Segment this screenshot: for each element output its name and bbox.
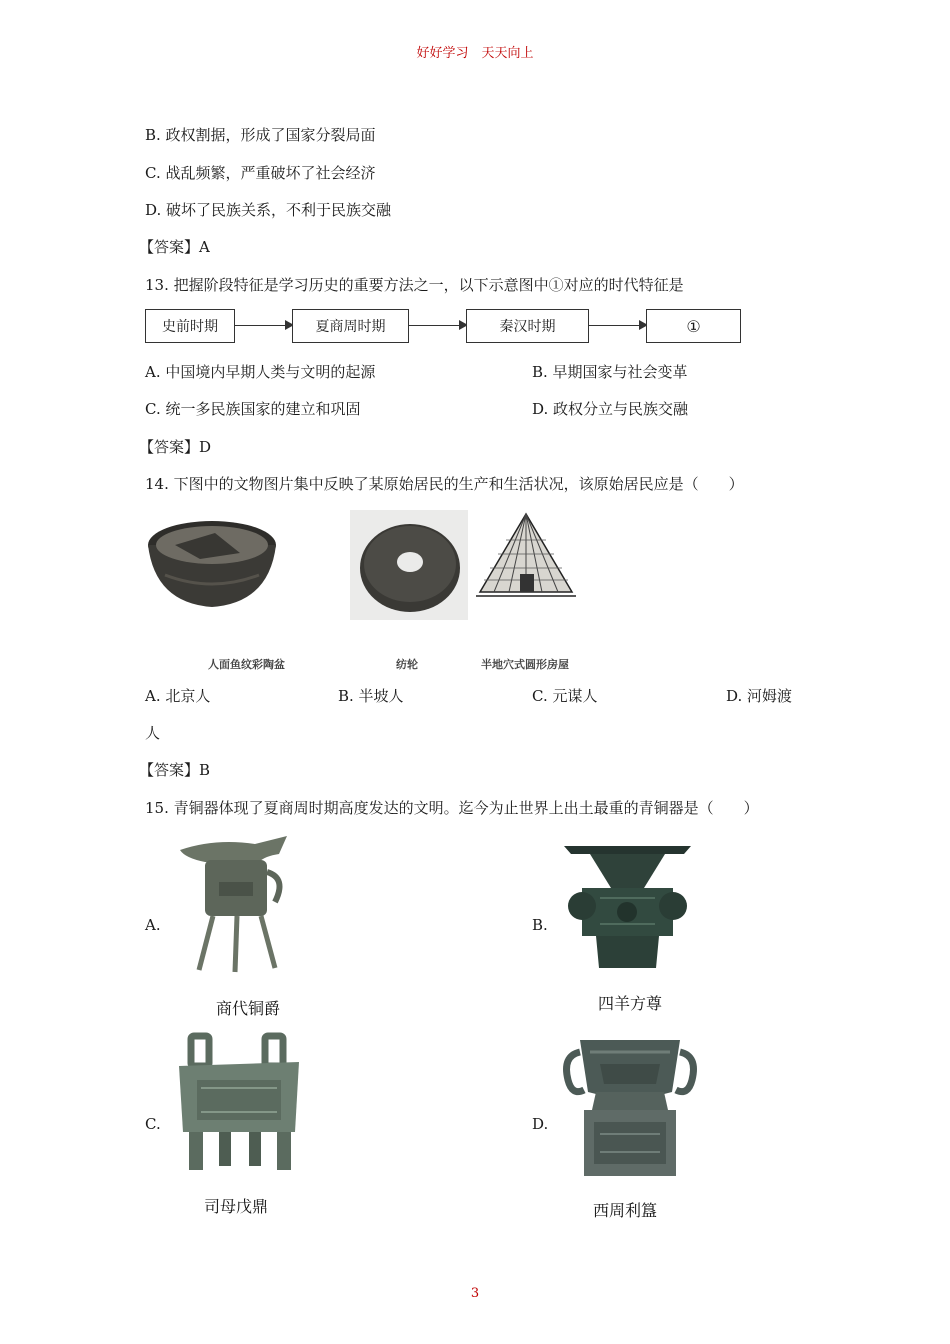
q12-option-b: B. 政权割据，形成了国家分裂局面 [145, 126, 376, 144]
q12-option-c: C. 战乱频繁，严重破坏了社会经济 [145, 164, 376, 182]
round-semi-subterranean-house-image [474, 510, 579, 620]
q15-label-d: D. [532, 1115, 549, 1133]
painted-pottery-basin-image [145, 515, 280, 610]
bronze-jue-image [175, 832, 305, 977]
q15-label-a: A. [145, 916, 161, 934]
flow-box-unknown: ① [646, 309, 741, 343]
q15-stem: 15. 青铜器体现了夏商周时期高度发达的文明。迄今为止世界上出土最重的青铜器是（ ） [145, 799, 759, 817]
page-header: 好好学习 天天向上 [416, 46, 534, 61]
q14-answer: 【答案】B [139, 761, 211, 779]
q13-option-d: D. 政权分立与民族交融 [532, 400, 689, 418]
q15-caption-a: 商代铜爵 [216, 999, 281, 1018]
q13-answer: 【答案】D [139, 438, 212, 456]
simuwu-ding-image [175, 1032, 305, 1177]
q15-caption-c: 司母戊鼎 [204, 1197, 269, 1216]
q14-stem: 14. 下图中的文物图片集中反映了某原始居民的生产和生活状况，该原始居民应是（ ） [145, 475, 744, 493]
q14-caption-whorl: 纺轮 [396, 658, 418, 671]
q15-caption-d: 西周利簋 [593, 1201, 658, 1220]
q14-caption-pottery: 人面鱼纹彩陶盆 [208, 658, 285, 671]
page-number: 3 [470, 1286, 480, 1301]
q15-label-c: C. [145, 1115, 161, 1133]
q14-option-d: D. 河姆渡 [726, 687, 793, 705]
q12-answer: 【答案】A [139, 238, 210, 256]
q15-caption-b: 四羊方尊 [598, 994, 663, 1013]
q14-caption-house: 半地穴式圆形房屋 [481, 658, 569, 671]
q14-option-d-continued: 人 [145, 724, 161, 742]
flow-arrow-2 [409, 325, 466, 326]
flow-box-xia-shang-zhou: 夏商周时期 [292, 309, 409, 343]
flow-arrow-3 [589, 325, 646, 326]
flow-box-qin-han: 秦汉时期 [466, 309, 589, 343]
flow-box-prehistoric: 史前时期 [145, 309, 235, 343]
q13-option-c: C. 统一多民族国家的建立和巩固 [145, 400, 361, 418]
flow-arrow-1 [235, 325, 292, 326]
spindle-whorl-image [350, 510, 468, 620]
q13-stem: 13. 把握阶段特征是学习历史的重要方法之一，以下示意图中①对应的时代特征是 [145, 276, 684, 294]
q15-label-b: B. [532, 916, 548, 934]
q14-option-a: A. 北京人 [145, 687, 211, 705]
q13-option-a: A. 中国境内早期人类与文明的起源 [145, 363, 376, 381]
li-gui-image [560, 1030, 700, 1180]
q14-option-c: C. 元谋人 [532, 687, 598, 705]
q13-option-b: B. 早期国家与社会变革 [532, 363, 688, 381]
q14-option-b: B. 半坡人 [338, 687, 404, 705]
four-ram-square-zun-image [560, 838, 695, 973]
q12-option-d: D. 破坏了民族关系，不利于民族交融 [145, 201, 392, 219]
